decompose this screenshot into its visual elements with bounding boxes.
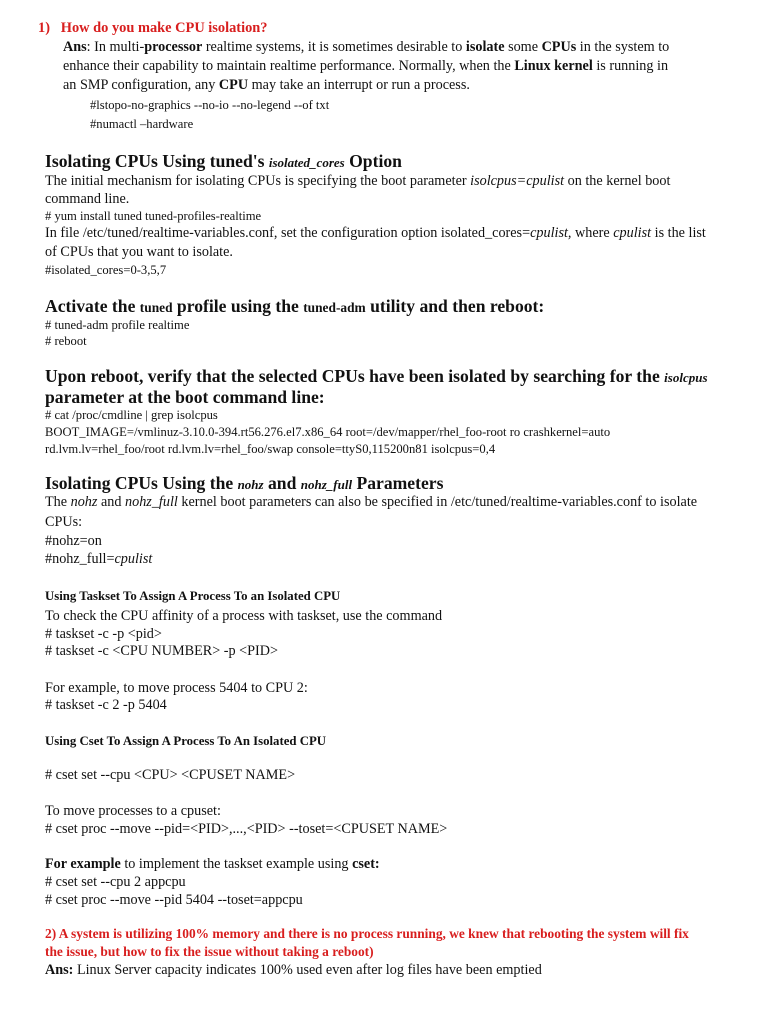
heading-text: utility and then reboot: [365,296,545,316]
command-line [45,550,152,568]
paragraph-term: nohz_full [125,494,178,510]
command-line: # reboot [45,334,87,348]
command-text: #nohz_full= [45,551,115,567]
answer-2-line [45,961,542,979]
paragraph-line [45,493,697,511]
answer-line-1 [63,38,669,56]
heading-term: tuned-adm [303,300,366,315]
command-line: # cat /proc/cmdline | grep isolcpus [45,408,218,422]
answer-keyword: Linux kernel [514,58,593,74]
section-heading-nohz [45,473,443,495]
command-line: # taskset -c <CPU NUMBER> -p <PID> [45,643,278,659]
paragraph-text: to implement the taskset example using [120,856,353,872]
subsection-heading-taskset: Using Taskset To Assign A Process To an Isolated CPU [45,589,341,603]
command-line: # taskset -c -p <pid> [45,626,162,642]
answer-text: in the system to [576,39,670,55]
answer-text: realtime systems, it is sometimes desirable to [202,39,466,55]
heading-text: Upon reboot, verify that the selected CPUs have been isolated by searching for the [45,366,665,386]
paragraph-text: is the list [651,225,706,241]
question-2-heading: 2) A system is utilizing 100% memory and there is no process running, we knew that rebooting the system will fix [45,926,689,941]
heading-text: and [263,473,301,493]
paragraph-line [45,855,380,873]
heading-text: profile using the [172,296,304,316]
command-line: # yum install tuned tuned-profiles-realtime [45,209,262,223]
heading-term: isolcpus [664,370,708,385]
paragraph-line: of CPUs that you want to isolate. [45,244,233,260]
command-line: # cset proc --move --pid=<PID>,...,<PID> --toset=<CPUSET NAME> [45,821,448,837]
question-number: 1) [38,20,50,36]
answer-keyword: CPU [218,77,249,93]
answer-line-2 [63,57,668,75]
section-heading-tuned-adm [45,296,544,318]
answer-label: Ans: [45,962,74,978]
answer-line-3 [63,76,470,94]
command-line: #numactl –hardware [90,117,194,131]
subsection-heading-cset: Using Cset To Assign A Process To An Isolated CPU [45,734,327,748]
answer-text: Linux Server capacity indicates 100% used even after log files have been emptied [73,962,542,978]
answer-text: enhance their capability to maintain realtime performance. Normally, when the [63,58,515,74]
answer-label: Ans [63,39,87,55]
heading-text: Option [344,151,402,171]
answer-text: may take an interrupt or run a process. [248,77,470,93]
answer-keyword: CPUs [541,39,577,55]
paragraph-text: The [45,494,71,510]
paragraph-term: isolcpus=cpulist [470,173,565,189]
question-text: How do you make CPU isolation? [60,20,268,36]
command-output: BOOT_IMAGE=/vmlinuz-3.10.0-394.rt56.276.el7.x86_64 root=/dev/mapper/rhel_foo-root ro crashkernel=auto [45,425,611,439]
heading-term: nohz [237,477,264,492]
paragraph-line: CPUs: [45,514,83,530]
question-2-heading-cont: the issue, but how to fix the issue without taking a reboot) [45,944,374,959]
paragraph-text: kernel boot parameters can also be specified in /etc/tuned/realtime-variables.conf to isolate [177,494,698,510]
heading-text: Isolating CPUs Using the [45,473,238,493]
paragraph-text: and [97,494,126,510]
answer-text: an SMP configuration, any [63,77,219,93]
paragraph-keyword: For example [45,856,121,872]
paragraph-line: For example, to move process 5404 to CPU 2: [45,680,308,696]
paragraph-line: To move processes to a cpuset: [45,803,221,819]
paragraph-term: nohz [70,494,98,510]
paragraph-text: on the kernel boot [564,173,671,189]
command-line: #nohz=on [45,533,102,549]
command-line: # cset set --cpu 2 appcpu [45,874,186,890]
question-1-heading [38,19,267,37]
answer-text: is running in [592,58,669,74]
command-line: # cset set --cpu <CPU> <CPUSET NAME> [45,767,296,783]
heading-term: isolated_cores [268,155,345,170]
command-line: #isolated_cores=0-3,5,7 [45,263,167,277]
answer-keyword: isolate [465,39,505,55]
paragraph-text: where [571,225,614,241]
paragraph-term: cpulist, [530,225,572,241]
heading-term: nohz_full [300,477,353,492]
heading-text: Isolating CPUs Using tuned's [45,151,269,171]
paragraph-line [45,172,670,190]
heading-text: Activate the [45,296,140,316]
paragraph-line [45,224,706,242]
command-line: # cset proc --move --pid 5404 --toset=appcpu [45,892,303,908]
paragraph-text: In file /etc/tuned/realtime-variables.conf, set the configuration option isolated_cores= [45,225,531,241]
answer-text: some [504,39,542,55]
command-line: #lstopo-no-graphics --no-io --no-legend --of txt [90,98,330,112]
answer-keyword: processor [144,39,203,55]
heading-text: Parameters [352,473,444,493]
command-line: # taskset -c 2 -p 5404 [45,697,167,713]
paragraph-line: command line. [45,191,130,207]
answer-text: : In multi- [86,39,145,55]
paragraph-term: cpulist [613,225,652,241]
paragraph-line: To check the CPU affinity of a process with taskset, use the command [45,608,443,624]
command-term: cpulist [114,551,153,567]
command-output: rd.lvm.lv=rhel_foo/root rd.lvm.lv=rhel_foo/swap console=ttyS0,115200n81 isolcpus=0,4 [45,442,496,456]
paragraph-text: The initial mechanism for isolating CPUs is specifying the boot parameter [45,173,471,189]
section-heading-verify-cont: parameter at the boot command line: [45,387,325,407]
heading-term: tuned [139,300,173,315]
paragraph-keyword: cset: [352,856,380,872]
section-heading-verify [45,366,708,388]
section-heading-isolated-cores [45,151,402,173]
command-line: # tuned-adm profile realtime [45,318,190,332]
